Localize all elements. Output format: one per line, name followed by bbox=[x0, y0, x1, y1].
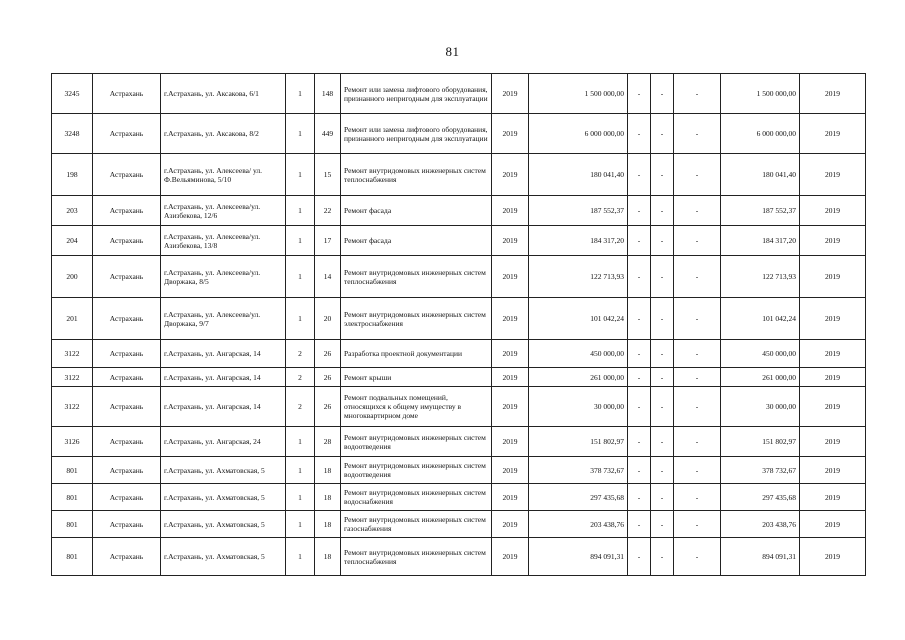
cell-amount: 6 000 000,00 bbox=[529, 114, 628, 154]
cell-address: г.Астрахань, ул. Аксакова, 6/1 bbox=[161, 74, 286, 114]
cell-city: Астрахань bbox=[93, 538, 161, 576]
cell-dash-1: - bbox=[628, 511, 651, 538]
cell-year: 2019 bbox=[492, 457, 529, 484]
cell-amount: 203 438,76 bbox=[529, 511, 628, 538]
cell-amount: 378 732,67 bbox=[529, 457, 628, 484]
cell-amount: 261 000,00 bbox=[529, 368, 628, 387]
cell-total: 1 500 000,00 bbox=[721, 74, 800, 114]
cell-address: г.Астрахань, ул. Ангарская, 24 bbox=[161, 427, 286, 457]
cell-work-type: Ремонт внутридомовых инженерных систем водоотведения bbox=[341, 427, 492, 457]
cell-amount: 101 042,24 bbox=[529, 298, 628, 340]
cell-dash-1: - bbox=[628, 427, 651, 457]
cell-col-4: 1 bbox=[286, 74, 315, 114]
cell-year: 2019 bbox=[492, 387, 529, 427]
cell-address: г.Астрахань, ул. Ангарская, 14 bbox=[161, 340, 286, 368]
cell-year: 2019 bbox=[492, 154, 529, 196]
table-row bbox=[52, 538, 866, 576]
cell-dash-2: - bbox=[651, 298, 674, 340]
cell-city: Астрахань bbox=[93, 457, 161, 484]
cell-total: 101 042,24 bbox=[721, 298, 800, 340]
cell-object-id: 801 bbox=[52, 538, 93, 576]
cell-total: 6 000 000,00 bbox=[721, 114, 800, 154]
cell-end-year: 2019 bbox=[800, 387, 866, 427]
cell-total: 180 041,40 bbox=[721, 154, 800, 196]
cell-end-year: 2019 bbox=[800, 484, 866, 511]
cell-col-5: 15 bbox=[315, 154, 341, 196]
cell-end-year: 2019 bbox=[800, 226, 866, 256]
cell-total: 297 435,68 bbox=[721, 484, 800, 511]
cell-col-5: 14 bbox=[315, 256, 341, 298]
cell-dash-1: - bbox=[628, 226, 651, 256]
cell-year: 2019 bbox=[492, 298, 529, 340]
cell-end-year: 2019 bbox=[800, 154, 866, 196]
cell-city: Астрахань bbox=[93, 387, 161, 427]
cell-dash-1: - bbox=[628, 74, 651, 114]
cell-work-type: Ремонт или замена лифтового оборудования, признанного непригодным для эксплуатации bbox=[341, 74, 492, 114]
cell-object-id: 801 bbox=[52, 457, 93, 484]
repair-program-table bbox=[51, 73, 866, 576]
cell-object-id: 801 bbox=[52, 511, 93, 538]
cell-col-5: 148 bbox=[315, 74, 341, 114]
cell-city: Астрахань bbox=[93, 226, 161, 256]
cell-city: Астрахань bbox=[93, 196, 161, 226]
cell-amount: 187 552,37 bbox=[529, 196, 628, 226]
cell-year: 2019 bbox=[492, 538, 529, 576]
cell-end-year: 2019 bbox=[800, 427, 866, 457]
cell-object-id: 201 bbox=[52, 298, 93, 340]
cell-city: Астрахань bbox=[93, 511, 161, 538]
cell-col-4: 1 bbox=[286, 298, 315, 340]
table-row bbox=[52, 484, 866, 511]
table-row bbox=[52, 154, 866, 196]
cell-work-type: Разработка проектной документации bbox=[341, 340, 492, 368]
cell-object-id: 203 bbox=[52, 196, 93, 226]
cell-end-year: 2019 bbox=[800, 538, 866, 576]
cell-object-id: 3245 bbox=[52, 74, 93, 114]
cell-city: Астрахань bbox=[93, 298, 161, 340]
cell-amount: 1 500 000,00 bbox=[529, 74, 628, 114]
cell-end-year: 2019 bbox=[800, 368, 866, 387]
cell-year: 2019 bbox=[492, 340, 529, 368]
cell-dash-3: - bbox=[674, 484, 721, 511]
cell-dash-2: - bbox=[651, 387, 674, 427]
cell-city: Астрахань bbox=[93, 256, 161, 298]
table-row bbox=[52, 114, 866, 154]
cell-total: 151 802,97 bbox=[721, 427, 800, 457]
cell-work-type: Ремонт внутридомовых инженерных систем газоснабжения bbox=[341, 511, 492, 538]
table-body bbox=[52, 74, 866, 576]
cell-dash-3: - bbox=[674, 368, 721, 387]
cell-dash-3: - bbox=[674, 340, 721, 368]
cell-dash-1: - bbox=[628, 340, 651, 368]
cell-year: 2019 bbox=[492, 427, 529, 457]
cell-col-4: 2 bbox=[286, 340, 315, 368]
cell-total: 203 438,76 bbox=[721, 511, 800, 538]
cell-col-4: 1 bbox=[286, 484, 315, 511]
cell-col-5: 18 bbox=[315, 538, 341, 576]
cell-city: Астрахань bbox=[93, 368, 161, 387]
cell-year: 2019 bbox=[492, 368, 529, 387]
cell-dash-3: - bbox=[674, 427, 721, 457]
cell-dash-2: - bbox=[651, 368, 674, 387]
cell-dash-3: - bbox=[674, 511, 721, 538]
cell-col-4: 1 bbox=[286, 114, 315, 154]
cell-address: г.Астрахань, ул. Алексеева/ул. Дворжака, 8/5 bbox=[161, 256, 286, 298]
cell-col-5: 18 bbox=[315, 484, 341, 511]
cell-amount: 894 091,31 bbox=[529, 538, 628, 576]
cell-city: Астрахань bbox=[93, 154, 161, 196]
cell-city: Астрахань bbox=[93, 74, 161, 114]
cell-year: 2019 bbox=[492, 511, 529, 538]
table-row bbox=[52, 298, 866, 340]
cell-col-5: 26 bbox=[315, 340, 341, 368]
cell-total: 261 000,00 bbox=[721, 368, 800, 387]
cell-amount: 30 000,00 bbox=[529, 387, 628, 427]
cell-address: г.Астрахань, ул. Аксакова, 8/2 bbox=[161, 114, 286, 154]
page-number: 81 bbox=[445, 44, 460, 59]
cell-object-id: 3248 bbox=[52, 114, 93, 154]
cell-col-4: 1 bbox=[286, 457, 315, 484]
cell-year: 2019 bbox=[492, 484, 529, 511]
cell-dash-1: - bbox=[628, 298, 651, 340]
cell-work-type: Ремонт крыши bbox=[341, 368, 492, 387]
cell-work-type: Ремонт внутридомовых инженерных систем водоснабжения bbox=[341, 484, 492, 511]
table-row bbox=[52, 387, 866, 427]
table-row bbox=[52, 457, 866, 484]
cell-dash-1: - bbox=[628, 368, 651, 387]
cell-object-id: 3126 bbox=[52, 427, 93, 457]
cell-col-5: 28 bbox=[315, 427, 341, 457]
cell-end-year: 2019 bbox=[800, 457, 866, 484]
cell-end-year: 2019 bbox=[800, 340, 866, 368]
cell-address: г.Астрахань, ул. Ахматовская, 5 bbox=[161, 511, 286, 538]
cell-end-year: 2019 bbox=[800, 256, 866, 298]
cell-object-id: 198 bbox=[52, 154, 93, 196]
cell-col-5: 22 bbox=[315, 196, 341, 226]
cell-dash-3: - bbox=[674, 457, 721, 484]
cell-col-5: 18 bbox=[315, 511, 341, 538]
cell-work-type: Ремонт внутридомовых инженерных систем водоотведения bbox=[341, 457, 492, 484]
cell-end-year: 2019 bbox=[800, 114, 866, 154]
cell-city: Астрахань bbox=[93, 427, 161, 457]
table-row bbox=[52, 74, 866, 114]
cell-year: 2019 bbox=[492, 226, 529, 256]
cell-object-id: 200 bbox=[52, 256, 93, 298]
cell-total: 30 000,00 bbox=[721, 387, 800, 427]
cell-dash-3: - bbox=[674, 74, 721, 114]
table-row bbox=[52, 340, 866, 368]
cell-dash-3: - bbox=[674, 114, 721, 154]
table-row bbox=[52, 368, 866, 387]
cell-dash-2: - bbox=[651, 114, 674, 154]
cell-address: г.Астрахань, ул. Ангарская, 14 bbox=[161, 387, 286, 427]
cell-end-year: 2019 bbox=[800, 298, 866, 340]
cell-dash-3: - bbox=[674, 298, 721, 340]
cell-dash-1: - bbox=[628, 196, 651, 226]
cell-col-4: 1 bbox=[286, 226, 315, 256]
table-row bbox=[52, 196, 866, 226]
cell-dash-1: - bbox=[628, 154, 651, 196]
cell-work-type: Ремонт подвальных помещений, относящихся к общему имуществу в многоквартирном доме bbox=[341, 387, 492, 427]
cell-dash-2: - bbox=[651, 427, 674, 457]
cell-col-4: 2 bbox=[286, 387, 315, 427]
cell-address: г.Астрахань, ул. Ахматовская, 5 bbox=[161, 484, 286, 511]
cell-dash-3: - bbox=[674, 154, 721, 196]
cell-dash-3: - bbox=[674, 387, 721, 427]
cell-object-id: 3122 bbox=[52, 368, 93, 387]
cell-work-type: Ремонт или замена лифтового оборудования, признанного непригодным для эксплуатации bbox=[341, 114, 492, 154]
cell-work-type: Ремонт фасада bbox=[341, 196, 492, 226]
cell-total: 894 091,31 bbox=[721, 538, 800, 576]
table-row bbox=[52, 256, 866, 298]
cell-dash-1: - bbox=[628, 457, 651, 484]
cell-col-5: 26 bbox=[315, 368, 341, 387]
cell-dash-3: - bbox=[674, 538, 721, 576]
cell-dash-3: - bbox=[674, 226, 721, 256]
cell-year: 2019 bbox=[492, 256, 529, 298]
cell-address: г.Астрахань, ул. Алексеева/ул. Азизбекова, 13/8 bbox=[161, 226, 286, 256]
cell-address: г.Астрахань, ул. Алексеева/ул. Дворжака, 9/7 bbox=[161, 298, 286, 340]
cell-dash-1: - bbox=[628, 387, 651, 427]
cell-dash-2: - bbox=[651, 256, 674, 298]
table-row bbox=[52, 226, 866, 256]
cell-amount: 450 000,00 bbox=[529, 340, 628, 368]
cell-col-5: 18 bbox=[315, 457, 341, 484]
cell-object-id: 3122 bbox=[52, 340, 93, 368]
cell-col-4: 1 bbox=[286, 427, 315, 457]
cell-dash-1: - bbox=[628, 114, 651, 154]
cell-city: Астрахань bbox=[93, 484, 161, 511]
cell-dash-2: - bbox=[651, 196, 674, 226]
table-row bbox=[52, 511, 866, 538]
cell-dash-2: - bbox=[651, 484, 674, 511]
cell-dash-2: - bbox=[651, 154, 674, 196]
cell-dash-2: - bbox=[651, 226, 674, 256]
cell-dash-2: - bbox=[651, 538, 674, 576]
cell-col-4: 1 bbox=[286, 511, 315, 538]
cell-address: г.Астрахань, ул. Ангарская, 14 bbox=[161, 368, 286, 387]
cell-work-type: Ремонт внутридомовых инженерных систем электроснабжения bbox=[341, 298, 492, 340]
cell-year: 2019 bbox=[492, 114, 529, 154]
cell-dash-1: - bbox=[628, 484, 651, 511]
cell-dash-2: - bbox=[651, 457, 674, 484]
cell-amount: 297 435,68 bbox=[529, 484, 628, 511]
cell-city: Астрахань bbox=[93, 340, 161, 368]
cell-col-5: 20 bbox=[315, 298, 341, 340]
cell-col-4: 1 bbox=[286, 538, 315, 576]
cell-work-type: Ремонт внутридомовых инженерных систем теплоснабжения bbox=[341, 154, 492, 196]
cell-amount: 184 317,20 bbox=[529, 226, 628, 256]
cell-work-type: Ремонт внутридомовых инженерных систем теплоснабжения bbox=[341, 538, 492, 576]
cell-address: г.Астрахань, ул. Ахматовская, 5 bbox=[161, 457, 286, 484]
table-row bbox=[52, 427, 866, 457]
cell-address: г.Астрахань, ул. Алексеева/ул. Азизбекова, 12/6 bbox=[161, 196, 286, 226]
cell-amount: 151 802,97 bbox=[529, 427, 628, 457]
cell-dash-2: - bbox=[651, 74, 674, 114]
cell-work-type: Ремонт внутридомовых инженерных систем теплоснабжения bbox=[341, 256, 492, 298]
cell-col-4: 1 bbox=[286, 196, 315, 226]
cell-total: 187 552,37 bbox=[721, 196, 800, 226]
cell-col-5: 26 bbox=[315, 387, 341, 427]
cell-year: 2019 bbox=[492, 74, 529, 114]
cell-object-id: 204 bbox=[52, 226, 93, 256]
cell-dash-3: - bbox=[674, 256, 721, 298]
cell-amount: 180 041,40 bbox=[529, 154, 628, 196]
cell-total: 184 317,20 bbox=[721, 226, 800, 256]
cell-col-4: 1 bbox=[286, 154, 315, 196]
cell-end-year: 2019 bbox=[800, 196, 866, 226]
cell-year: 2019 bbox=[492, 196, 529, 226]
cell-address: г.Астрахань, ул. Алексеева/ ул. Ф.Вельяминова, 5/10 bbox=[161, 154, 286, 196]
cell-city: Астрахань bbox=[93, 114, 161, 154]
cell-col-4: 1 bbox=[286, 256, 315, 298]
cell-work-type: Ремонт фасада bbox=[341, 226, 492, 256]
cell-dash-1: - bbox=[628, 256, 651, 298]
cell-object-id: 801 bbox=[52, 484, 93, 511]
cell-total: 450 000,00 bbox=[721, 340, 800, 368]
cell-col-5: 17 bbox=[315, 226, 341, 256]
cell-dash-3: - bbox=[674, 196, 721, 226]
cell-end-year: 2019 bbox=[800, 74, 866, 114]
cell-dash-2: - bbox=[651, 340, 674, 368]
cell-object-id: 3122 bbox=[52, 387, 93, 427]
cell-col-4: 2 bbox=[286, 368, 315, 387]
cell-dash-1: - bbox=[628, 538, 651, 576]
cell-dash-2: - bbox=[651, 511, 674, 538]
cell-total: 122 713,93 bbox=[721, 256, 800, 298]
cell-total: 378 732,67 bbox=[721, 457, 800, 484]
cell-col-5: 449 bbox=[315, 114, 341, 154]
cell-address: г.Астрахань, ул. Ахматовская, 5 bbox=[161, 538, 286, 576]
cell-end-year: 2019 bbox=[800, 511, 866, 538]
cell-amount: 122 713,93 bbox=[529, 256, 628, 298]
